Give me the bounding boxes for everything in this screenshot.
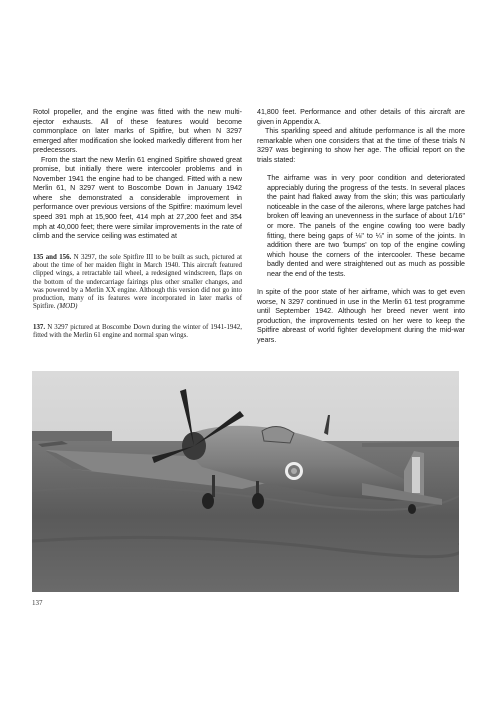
page-number: 137 [32,599,43,607]
caption-text: N 3297, the sole Spitfire III to be built as such, pictured at about the time of her maiden flight in March 1940. This aircraft featured clipped wings, a retractable tail wheel, a redesigned windscreen, flaps on the bottom of the undercarriage fairings plus other smaller changes, and was powered by a Merlin XX engine. Although this version did not go into production, many of its features were incorporated in later marks of Spitfire. [33,253,242,311]
body-paragraph: In spite of the poor state of her airframe, which was to get even worse, N 3297 continued in use in the Merlin 61 test programme until September 1942. Although her breed never went into production, the improvements tested on her were to keep the Spitfire abreast of world fighter development during the mid-war years. [257,288,465,345]
caption-number: 135 and 156. [33,253,72,261]
caption-number: 137. [33,323,46,331]
right-column [257,108,465,346]
body-paragraph: This sparkling speed and altitude performance is all the more remarkable when one considers that at the time of these trials N 3297 was beginning to show her age. The official report on the trials stated: [257,127,465,164]
spitfire-photo-drawing [32,371,459,592]
left-column [33,108,242,340]
figure-caption [33,254,242,312]
body-paragraph: Rotol propeller, and the engine was fitted with the new multi-ejector exhausts. All of these features would become commonplace on later marks of Spitfire, but when N 3297 emerged after modification she looked markedly different from her predecessors. [33,108,242,155]
caption-credit: (MOD) [57,303,78,311]
caption-text: N 3297 pictured at Boscombe Down during the winter of 1941-1942, fitted with the Merlin 61 engine and normal span wings. [33,323,242,340]
body-paragraph: 41,800 feet. Performance and other details of this aircraft are given in Appendix A. [257,108,465,126]
spitfire-photo [32,371,459,592]
figure-caption [33,324,242,341]
body-paragraph: From the start the new Merlin 61 engined Spitfire showed great promise, but initially there were intercooler problems and in November 1941 the engine had to be changed. Fitted with a new Merlin 61, N 3297 went to Boscombe Down in January 1942 where she demonstrated a considerable improvement in performance over previous versions of the Spitfire: maximum level speed 391 mph at 15,900 feet, 414 mph at 27,200 feet and 354 mph at 40,000 feet; there were similar improvements in the rate of climb and the service ceiling was estimated at [33,155,242,241]
block-quote: The airframe was in very poor condition and deteriorated appreciably during the progress of the tests. In several places the paint had flaked away from the skin; this was particularly noticeable in the case of the ailerons, where large patches had broken off leaving an unevenness in the surface of about 1/16" or more. The panels of the engine cowling too were badly fitting, there being gaps of ⅛" to ¼" in some of the joints. In addition there are two 'bumps' on top of the engine cowling which house the corners of the intercooler. These became badly dented and were straightened out as much as possible near the end of the tests. [267,174,465,278]
